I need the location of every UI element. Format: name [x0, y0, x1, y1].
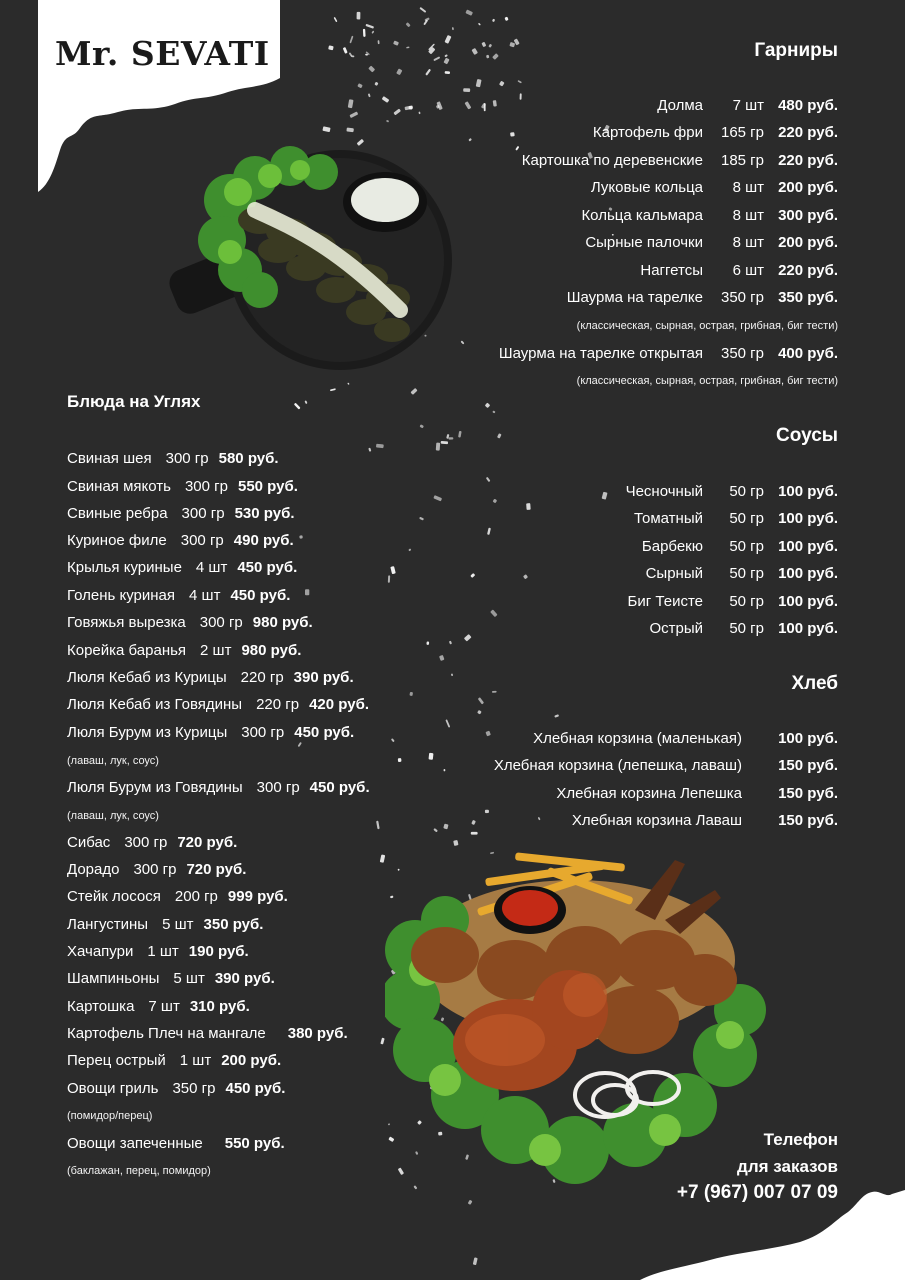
menu-item [67, 695, 369, 715]
item-name: Шампиньоны [67, 970, 160, 987]
item-quantity: 50 гр [729, 483, 764, 500]
item-name: Люля Кебаб из Курицы [67, 669, 227, 686]
menu-item [494, 756, 838, 776]
speckle [368, 93, 371, 97]
menu-item [67, 915, 263, 935]
item-price: 150 руб. [778, 757, 838, 774]
speckle [386, 120, 389, 123]
speckle [433, 828, 438, 832]
speckle [368, 65, 375, 72]
speckle [371, 30, 374, 33]
speckle [426, 641, 429, 645]
item-name: Томатный [634, 510, 703, 527]
menu-item [67, 1051, 281, 1071]
speckle [485, 403, 491, 409]
sauces-title: Соусы [776, 425, 838, 446]
speckle [368, 448, 371, 452]
speckle [433, 56, 440, 61]
item-price: 420 руб. [309, 696, 370, 713]
menu-item [646, 564, 838, 584]
item-name: Картошка по деревенские [521, 152, 703, 169]
speckle [439, 655, 444, 661]
item-quantity: 220 гр [240, 669, 284, 686]
item-name: Шаурма на тарелке открытая [498, 345, 703, 362]
speckle [396, 68, 402, 75]
speckle [449, 641, 452, 645]
item-quantity: 1 шт [179, 1052, 212, 1069]
item-note: (помидор/перец) [67, 1110, 153, 1122]
menu-item [67, 504, 295, 524]
speckle [520, 93, 522, 99]
speckle [443, 58, 449, 65]
grill-platter-image [385, 850, 770, 1190]
speckle [484, 103, 486, 111]
item-name: Говяжья вырезка [67, 614, 186, 631]
item-price: 310 руб. [189, 998, 250, 1015]
menu-item [567, 288, 838, 308]
item-price: 100 руб. [778, 510, 838, 527]
item-name: Хачапури [67, 943, 134, 960]
speckle [441, 441, 448, 444]
item-price: 480 руб. [778, 97, 838, 114]
grill-title: Блюда на Углях [67, 392, 201, 411]
item-price: 390 руб. [214, 970, 275, 987]
menu-item [585, 233, 838, 253]
speckle [406, 22, 411, 27]
speckle [409, 106, 413, 109]
speckle [348, 99, 354, 108]
item-quantity: 350 гр [720, 289, 764, 306]
speckle [470, 573, 475, 578]
item-name: Люля Бурум из Говядины [67, 779, 243, 796]
speckle [357, 12, 361, 20]
speckle [468, 1200, 473, 1205]
item-name: Свиная шея [67, 450, 152, 467]
menu-item [581, 206, 838, 226]
speckle [408, 548, 411, 551]
item-price: 450 руб. [225, 1080, 286, 1097]
item-price: 580 руб. [218, 450, 279, 467]
speckle [445, 719, 450, 727]
menu-item [657, 96, 838, 116]
item-note: (классическая, сырная, острая, грибная, биг тести) [576, 375, 838, 387]
bread-title: Хлеб [791, 673, 838, 694]
item-name: Картофель фри [592, 124, 703, 141]
speckle [488, 44, 492, 48]
brand-logo: Mr. SEVATI [55, 34, 270, 73]
item-price: 980 руб. [241, 642, 302, 659]
speckle [418, 112, 420, 115]
item-quantity: 50 гр [729, 593, 764, 610]
item-quantity: 300 гр [124, 834, 168, 851]
item-price: 150 руб. [778, 812, 838, 829]
speckle [464, 634, 472, 642]
speckle [464, 101, 471, 109]
item-price: 380 руб. [287, 1025, 348, 1042]
speckle [398, 758, 402, 762]
item-price: 720 руб. [186, 861, 247, 878]
item-name: Овощи гриль [67, 1080, 159, 1097]
speckle [349, 111, 358, 118]
speckle [486, 477, 491, 482]
speckle [478, 23, 481, 26]
speckle [468, 138, 472, 142]
item-quantity: 200 гр [174, 888, 218, 905]
speckle [471, 820, 476, 825]
item-name: Дорадо [67, 861, 120, 878]
speckle [473, 1257, 478, 1265]
speckle [554, 714, 559, 718]
item-name: Стейк лосося [67, 888, 161, 905]
menu-item [556, 784, 838, 804]
item-name: Хлебная корзина Лепешка [556, 785, 742, 802]
speckle [449, 437, 454, 439]
speckle [328, 45, 334, 50]
item-price: 350 руб. [778, 289, 838, 306]
speckle [453, 840, 458, 846]
item-price: 550 руб. [224, 1135, 285, 1152]
item-quantity: 300 гр [180, 532, 224, 549]
menu-item [499, 344, 838, 364]
item-quantity: 300 гр [184, 478, 228, 495]
speckle [476, 79, 482, 87]
item-quantity: 50 гр [729, 510, 764, 527]
speckle [406, 46, 410, 48]
menu-item [67, 1024, 348, 1044]
speckle [497, 433, 502, 438]
item-name: Биг Теисте [627, 593, 703, 610]
item-quantity: 7 шт [732, 97, 764, 114]
contact-sublabel: для заказов [737, 1157, 838, 1176]
speckle [334, 17, 338, 22]
speckle [305, 589, 309, 595]
menu-item [67, 887, 288, 907]
item-quantity: 8 шт [732, 234, 764, 251]
menu-item [649, 619, 838, 639]
speckle [487, 528, 491, 535]
speckle [478, 697, 484, 704]
phone-number[interactable]: +7 (967) 007 07 09 [676, 1182, 838, 1203]
menu-item [593, 123, 838, 143]
item-price: 200 руб. [221, 1052, 282, 1069]
speckle [486, 55, 489, 59]
speckle [376, 821, 380, 830]
item-name: Крылья куриные [67, 559, 182, 576]
item-price: 220 руб. [778, 124, 838, 141]
item-name: Луковые кольца [590, 179, 703, 196]
item-price: 530 руб. [234, 505, 295, 522]
item-name: Свиные ребра [67, 505, 168, 522]
item-name: Наггетсы [640, 262, 703, 279]
speckle [322, 126, 330, 132]
item-name: Картошка [67, 998, 135, 1015]
speckle [376, 444, 384, 448]
menu-item [634, 509, 838, 529]
speckle [492, 19, 495, 23]
item-name: Чесночный [625, 483, 703, 500]
menu-item [67, 668, 354, 688]
item-quantity: 1 шт [147, 943, 179, 960]
speckle [388, 575, 390, 582]
item-name: Свиная мякоть [67, 478, 171, 495]
item-quantity: 5 шт [173, 970, 205, 987]
item-price: 200 руб. [778, 234, 838, 251]
item-price: 100 руб. [778, 538, 838, 555]
item-price: 220 руб. [778, 152, 838, 169]
item-note: (баклажан, перец, помидор) [67, 1165, 211, 1177]
speckle [452, 27, 454, 30]
item-price: 200 руб. [778, 179, 838, 196]
item-price: 100 руб. [778, 565, 838, 582]
item-price: 100 руб. [778, 730, 838, 747]
item-quantity: 5 шт [162, 916, 194, 933]
speckle [365, 24, 374, 29]
speckle [477, 710, 482, 715]
menu-item [642, 537, 838, 557]
item-name: Острый [649, 620, 703, 637]
item-name: Сибас [67, 834, 111, 851]
speckle [444, 54, 448, 57]
contact-label: Телефон [763, 1130, 838, 1149]
item-price: 390 руб. [293, 669, 354, 686]
item-quantity: 50 гр [729, 565, 764, 582]
item-quantity: 300 гр [181, 505, 225, 522]
item-name: Хлебная корзина (маленькая) [533, 730, 742, 747]
item-note: (лаваш, лук, соус) [67, 810, 159, 822]
item-note: (лаваш, лук, соус) [67, 755, 159, 767]
menu-item [533, 729, 838, 749]
speckle [471, 832, 478, 835]
item-quantity: 165 гр [720, 124, 764, 141]
item-name: Люля Бурум из Курицы [67, 724, 228, 741]
speckle [390, 566, 396, 574]
menu-item [628, 592, 838, 612]
item-price: 400 руб. [778, 345, 838, 362]
speckle [493, 499, 498, 504]
item-name: Голень куриная [67, 587, 176, 604]
speckle [393, 109, 401, 116]
item-price: 450 руб. [294, 724, 355, 741]
menu-item [522, 151, 838, 171]
speckle [538, 817, 541, 821]
speckle [463, 88, 470, 92]
speckle [304, 400, 307, 404]
menu-item [572, 811, 838, 831]
menu-item [67, 1079, 285, 1099]
item-quantity: 6 шт [732, 262, 764, 279]
item-name: Кольца кальмара [581, 207, 703, 224]
item-quantity: 350 гр [720, 345, 764, 362]
speckle [391, 738, 395, 742]
menu-item [67, 1134, 285, 1154]
speckle [458, 431, 462, 438]
speckle [343, 47, 348, 54]
menu-item [67, 942, 249, 962]
speckle [460, 340, 464, 344]
item-quantity: 4 шт [189, 587, 221, 604]
speckle [443, 824, 448, 830]
item-price: 999 руб. [227, 888, 288, 905]
speckle [436, 443, 440, 451]
speckle [357, 83, 363, 88]
speckle [374, 82, 378, 86]
speckle [299, 535, 302, 538]
speckle [481, 42, 486, 47]
speckle [510, 132, 515, 137]
speckle [382, 96, 390, 103]
item-quantity: 8 шт [732, 179, 764, 196]
speckle [493, 100, 497, 107]
item-price: 720 руб. [177, 834, 238, 851]
speckle [419, 7, 426, 13]
speckle [515, 146, 519, 151]
item-price: 150 руб. [778, 785, 838, 802]
item-price: 190 руб. [188, 943, 249, 960]
item-quantity: 300 гр [199, 614, 243, 631]
item-name: Овощи запеченные [67, 1135, 203, 1152]
speckle [444, 769, 446, 771]
item-name: Сырные палочки [585, 234, 703, 251]
speckle [346, 128, 353, 133]
item-price: 300 руб. [778, 207, 838, 224]
item-price: 450 руб. [309, 779, 370, 796]
speckle [602, 492, 608, 500]
menu-item [67, 833, 237, 853]
item-name: Барбекю [641, 538, 703, 555]
dolma-plate-image [160, 140, 460, 380]
item-price: 220 руб. [778, 262, 838, 279]
menu-item [67, 449, 279, 469]
speckle [409, 692, 413, 696]
speckle [490, 609, 498, 617]
menu-item [67, 969, 275, 989]
speckle [410, 388, 417, 395]
speckle [425, 69, 431, 76]
menu-item [640, 261, 838, 281]
speckle [444, 35, 451, 44]
item-quantity: 50 гр [729, 538, 764, 555]
item-name: Люля Кебаб из Говядины [67, 696, 243, 713]
menu-item [67, 641, 301, 661]
speckle [504, 17, 508, 21]
speckle [485, 731, 490, 737]
item-quantity: 300 гр [165, 450, 209, 467]
item-note: (классическая, сырная, острая, грибная, биг тести) [576, 320, 838, 332]
menu-item [67, 860, 246, 880]
speckle [509, 42, 515, 47]
garnish-title: Гарниры [754, 40, 838, 61]
item-name: Куриное филе [67, 532, 167, 549]
item-name: Корейка баранья [67, 642, 187, 659]
speckle [433, 495, 442, 501]
speckle [485, 810, 489, 813]
item-price: 100 руб. [778, 483, 838, 500]
item-quantity: 220 гр [256, 696, 300, 713]
item-name: Долма [657, 97, 703, 114]
menu-item [591, 178, 838, 198]
speckle [419, 517, 424, 521]
item-name: Лангустины [67, 916, 149, 933]
item-price: 350 руб. [203, 916, 264, 933]
item-price: 100 руб. [778, 620, 838, 637]
menu-item [67, 723, 354, 743]
speckle [451, 673, 453, 676]
speckle [363, 29, 366, 37]
speckle [294, 403, 301, 410]
item-price: 550 руб. [237, 478, 298, 495]
item-quantity: 8 шт [732, 207, 764, 224]
item-price: 980 руб. [252, 614, 313, 631]
item-quantity: 185 гр [720, 152, 764, 169]
item-quantity: 300 гр [241, 724, 285, 741]
speckle [330, 388, 336, 391]
speckle [429, 753, 434, 760]
menu-item [67, 586, 290, 606]
speckle [523, 574, 528, 579]
item-quantity: 350 гр [172, 1080, 216, 1097]
item-quantity: 300 гр [133, 861, 177, 878]
speckle [349, 36, 353, 44]
speckle [465, 10, 473, 16]
speckle [428, 47, 435, 55]
speckle [492, 410, 495, 413]
menu-item [67, 997, 250, 1017]
speckle [499, 81, 505, 87]
speckle [517, 80, 521, 83]
item-quantity: 4 шт [195, 559, 228, 576]
speckle [492, 691, 497, 693]
item-name: Хлебная корзина (лепешка, лаваш) [493, 757, 742, 774]
speckle [526, 503, 531, 510]
item-quantity: 2 шт [200, 642, 232, 659]
speckle [419, 424, 423, 428]
item-name: Перец острый [67, 1052, 166, 1069]
speckle [393, 40, 399, 45]
menu-item [67, 778, 370, 798]
item-name: Сырный [645, 565, 703, 582]
item-price: 100 руб. [778, 593, 838, 610]
item-price: 490 руб. [233, 532, 294, 549]
speckle [445, 71, 451, 74]
speckle [347, 382, 350, 385]
item-quantity: 50 гр [729, 620, 764, 637]
speckle [471, 48, 478, 55]
menu-item [67, 531, 294, 551]
menu-item [67, 613, 313, 633]
item-price: 450 руб. [237, 559, 298, 576]
menu-item [626, 482, 838, 502]
item-name: Хлебная корзина Лаваш [571, 812, 742, 829]
item-price: 450 руб. [230, 587, 291, 604]
item-quantity: 7 шт [148, 998, 180, 1015]
speckle [349, 52, 353, 57]
item-quantity: 300 гр [256, 779, 300, 796]
item-name: Шаурма на тарелке [566, 289, 703, 306]
menu-item [67, 558, 297, 578]
speckle [492, 53, 499, 60]
menu-item [67, 477, 298, 497]
speckle [378, 40, 380, 44]
item-name: Картофель Плеч на мангале [67, 1025, 266, 1042]
